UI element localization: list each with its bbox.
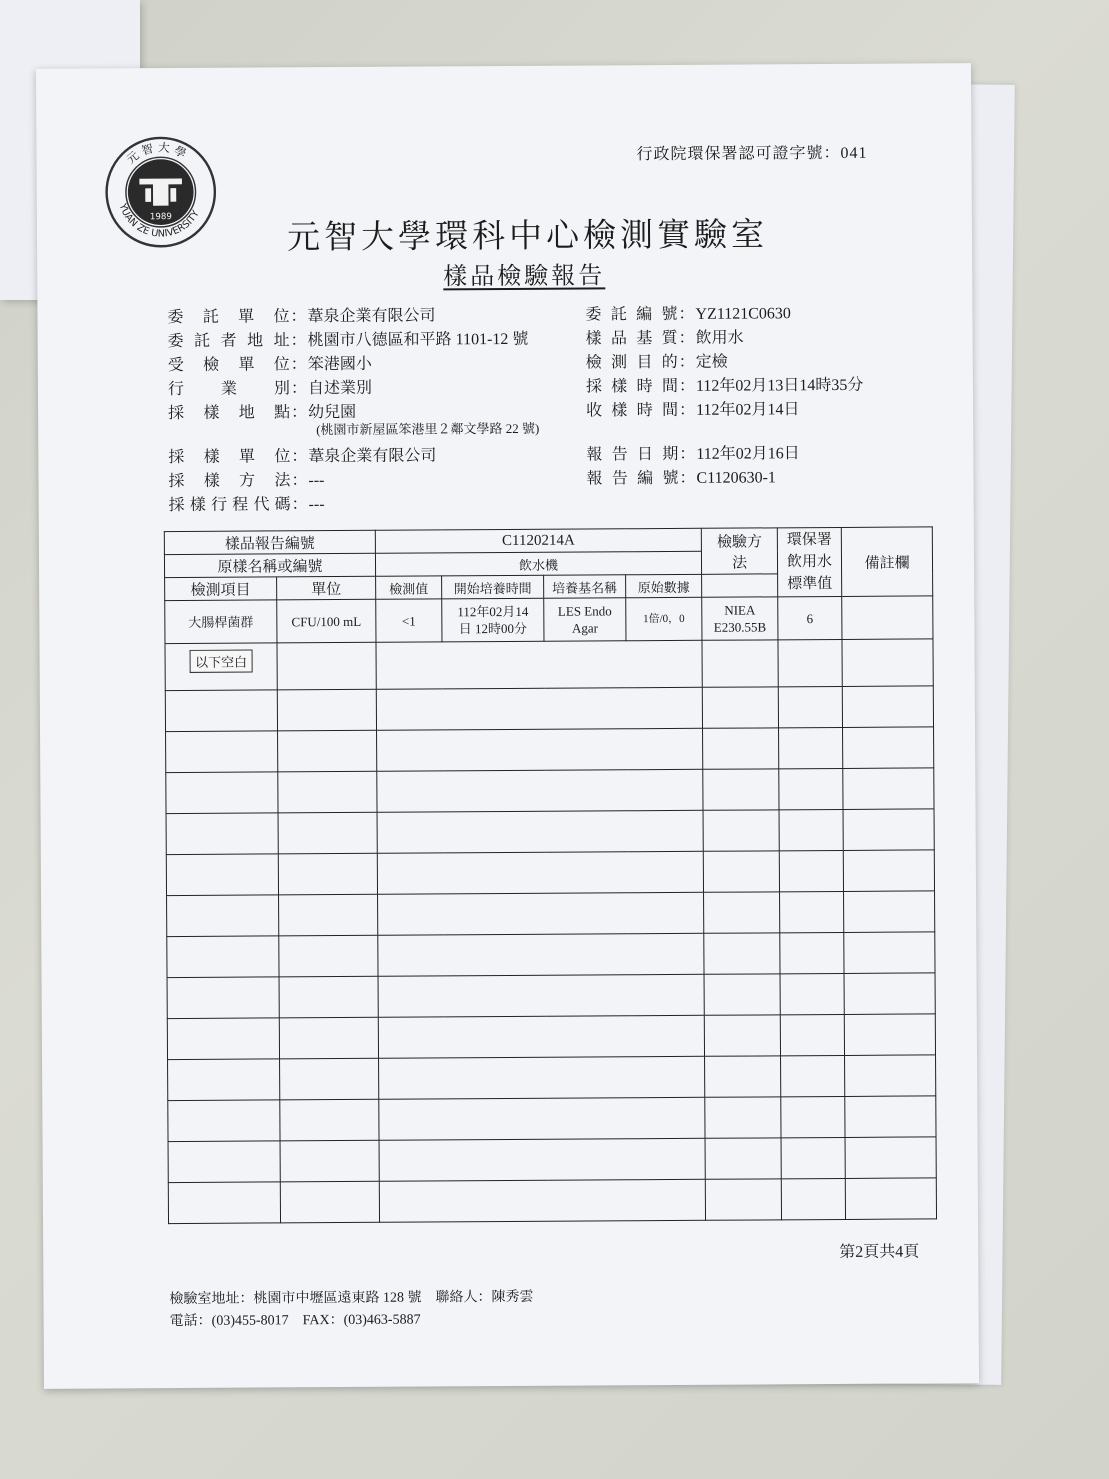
- sample-report-no-value: C1120214A: [375, 528, 701, 553]
- row-method: NIEA E230.55B: [702, 597, 778, 640]
- sample-report-no-label: 樣品報告編號: [164, 530, 375, 554]
- row-item: 大腸桿菌群: [165, 600, 277, 644]
- info-sample-matrix: 樣品基質：飲用水: [585, 329, 744, 348]
- info-sampling-unit: 採樣單位：葦泉企業有限公司: [168, 447, 437, 467]
- info-sampling-time: 採樣時間：112年02月13日14時35分: [585, 376, 864, 396]
- info-sampling-trip-code: 採樣行程代碼：---: [168, 496, 325, 515]
- col-medium: 培養基名稱: [544, 575, 626, 599]
- info-report-date: 報告日期：112年02月16日: [586, 445, 800, 464]
- info-sampling-location: 採樣地點：幼兒園: [168, 403, 357, 423]
- remark-header: 備註欄: [841, 527, 932, 597]
- col-test-item: 檢測項目: [165, 577, 277, 601]
- university-seal-icon: [102, 134, 219, 251]
- svg-text:YUAN ZE UNIVERSITY: YUAN ZE UNIVERSITY: [116, 202, 202, 240]
- method-header-cell: [702, 574, 778, 597]
- page-number: 第2頁共4頁: [839, 1243, 920, 1261]
- info-sampling-method: 採樣方法：---: [168, 472, 325, 491]
- footer-address: 檢驗室地址：桃園市中壢區遠東路 128 號 聯絡人：陳秀雲: [169, 1289, 534, 1308]
- info-purpose: 檢測目的：定檢: [585, 353, 728, 372]
- blank-marker-cell: [165, 643, 277, 691]
- row-raw-data: 1倍/0，0: [626, 597, 702, 640]
- info-received-time: 收樣時間：112年02月14日: [586, 401, 800, 420]
- row-medium: LES Endo Agar: [544, 598, 626, 642]
- svg-text:元 智 大 學: 元 智 大 學: [123, 140, 189, 167]
- info-client-address: 委託者地址：桃園市八德區和平路 1101-12 號: [167, 330, 529, 351]
- report-subtitle: 樣品檢驗報告: [443, 263, 606, 291]
- method-header: 檢驗方法: [701, 528, 777, 574]
- certification-number: 行政院環保署認可證字號：041: [636, 144, 868, 164]
- blank-marker: 以下空白: [190, 650, 252, 673]
- svg-text:1989: 1989: [149, 212, 172, 223]
- row-standard: 6: [778, 596, 842, 639]
- original-sample-name-value: 飲水機: [375, 551, 701, 576]
- lab-title: 元智大學環科中心檢測實驗室: [286, 217, 769, 257]
- info-report-no: 報告編號：C1120630-1: [586, 469, 776, 488]
- info-industry: 行業別：自述業別: [167, 379, 373, 399]
- standard-header: 環保署飲用水標準值: [777, 527, 841, 596]
- report-page: [36, 63, 979, 1389]
- row-unit: CFU/100 mL: [277, 599, 376, 643]
- col-raw-data: 原始數據: [626, 574, 702, 597]
- sampling-address: (桃園市新屋區笨港里２鄰文學路 22 號): [316, 420, 540, 438]
- info-inspected-unit: 受檢單位：笨港國小: [167, 355, 372, 375]
- col-test-value: 檢測值: [376, 576, 442, 599]
- info-commission-no: 委託編號：YZ1121C0630: [585, 305, 791, 324]
- info-client: 委託單位：葦泉企業有限公司: [167, 307, 436, 327]
- col-unit: 單位: [277, 576, 376, 600]
- row-remark: [842, 596, 933, 640]
- row-value: <1: [376, 599, 442, 642]
- results-table: [164, 526, 937, 1224]
- col-culture-start: 開始培養時間: [442, 575, 544, 599]
- row-start-time: 112年02月14日 12時00分: [442, 598, 544, 642]
- footer-contact: 電話：(03)455-8017 FAX：(03)463-5887: [169, 1312, 421, 1330]
- table-row: [165, 596, 933, 644]
- original-sample-name-label: 原樣名稱或編號: [164, 553, 375, 577]
